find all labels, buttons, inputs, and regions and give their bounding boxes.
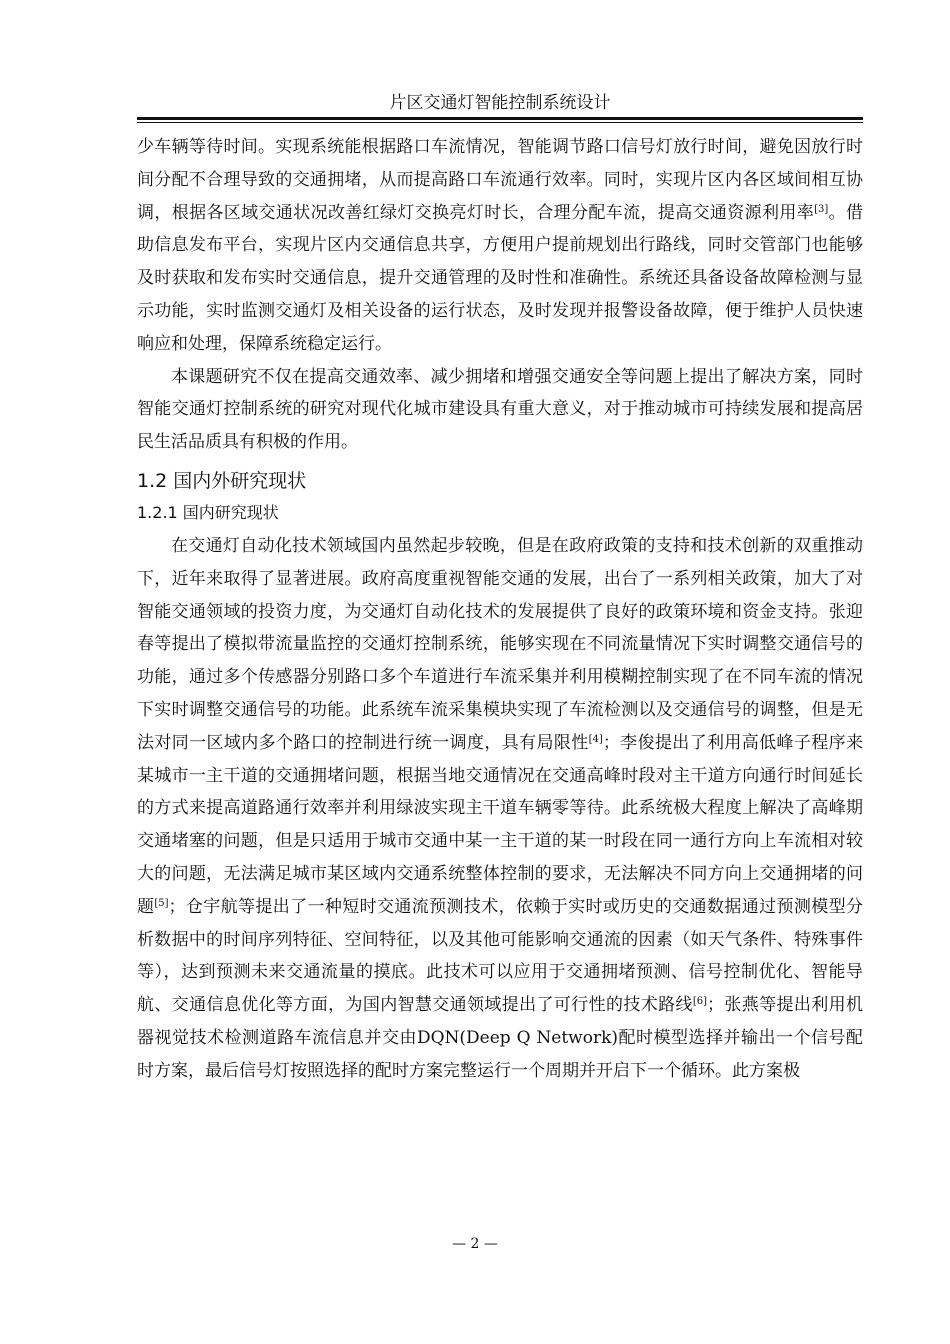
citation-ref: [3] xyxy=(814,203,829,215)
section-heading: 1.2 国内外研究现状 xyxy=(137,469,307,492)
paragraph-text: ；张燕等提出利用机器视觉技术检测道路车流信息并交由DQN(Deep Q Network)配时模型选择并输出一个信号配时方案，最后信号灯按照选择的配时方案完整运行一个周期并开启下一个循环。此方案极 xyxy=(137,995,864,1081)
paragraph: 本课题研究不仅在提高交通效率、减少拥堵和增强交通安全等问题上提出了解决方案，同时智能交通灯控制系统的研究对现代化城市建设具有重大意义，对于推动城市可持续发展和提高居民生活品质具有积极的作用。 xyxy=(137,366,863,453)
page-number: — 2 — xyxy=(452,1236,498,1252)
paragraph-text: 在交通灯自动化技术领域国内虽然起步较晚，但是在政府政策的支持和技术创新的双重推动下，近年来取得了显著进展。政府高度重视智能交通的发展，出台了一系列相关政策，加大了对智能交通领域的投资力度，为交通灯自动化技术的发展提供了良好的政策环境和资金支持。张迎春等提出了模拟带流量监控的交通灯控制系统，能够实现在不同流量情况下实时调整交通信号的功能，通过多个传感器分别路口多个车道进行车流采集并利用模糊控制实现了在不同车流的情况下实时调整交通信号的功能。此系统车流采集模块实现了车流检测以及交通信号的调整，但是无法对同一区域内多个路口的控制进行统一调度，具有局限性 xyxy=(137,535,863,753)
subsection-heading: 1.2.1 国内研究现状 xyxy=(137,502,279,522)
citation-ref: [6] xyxy=(692,996,708,1008)
paragraph xyxy=(137,530,863,1088)
header-rule-thin xyxy=(137,122,863,123)
citation-ref: [5] xyxy=(154,897,169,909)
paragraph-text: ；仓宇航等提出了一种短时交通流预测技术，依赖于实时或历史的交通数据通过预测模型分析数据中的时间序列特征、空间特征，以及其他可能影响交通流的因素（如天气条件、特殊事件等），达到预测未来交通流量的摸底。此技术可以应用于交通拥堵预测、信号控制优化、智能导航、交通信息优化等方面，为国内智慧交通领域提出了可行性的技术路线 xyxy=(137,896,864,1016)
header-rule xyxy=(137,117,863,120)
document-body xyxy=(137,131,863,1088)
paragraph-text: 。借助信息发布平台，实现片区内交通信息共享，方便用户提前规划出行路线，同时交管部门也能够及时获取和发布实时交通信息，提升交通管理的及时性和准确性。系统还具备设备故障检测与显示功能，实时监测交通灯及相关设备的运行状态，及时发现并报警设备故障，便于维护人员快速响应和处理，保障系统稳定运行。 xyxy=(137,202,864,354)
running-header: 片区交通灯智能控制系统设计 xyxy=(389,93,611,113)
paragraph-text: ；李俊提出了利用高低峰子程序来某城市一主干道的交通拥堵问题，根据当地交通情况在交通高峰时段对主干道方向通行时间延长的方式来提高道路通行效率并利用绿波实现主干道车辆零等待。此系统极大程度上解决了高峰期交通堵塞的问题，但是只适用于城市交通中某一主干道的某一时段在同一通行方向上车流相对较大的问题，无法满足城市某区域内交通系统整体控制的要求，无法解决不同方向上交通拥堵的问题 xyxy=(137,732,864,917)
paragraph-continuation xyxy=(137,131,863,361)
citation-ref: [4] xyxy=(588,733,603,745)
paragraph-text: 少车辆等待时间。实现系统能根据路口车流情况，智能调节路口信号灯放行时间，避免因放行时间分配不合理导致的交通拥堵，从而提高路口车流通行效率。同时，实现片区内各区域间相互协调，根据各区域交通状况改善红绿灯交换亮灯时长，合理分配车流，提高交通资源利用率 xyxy=(137,137,863,223)
